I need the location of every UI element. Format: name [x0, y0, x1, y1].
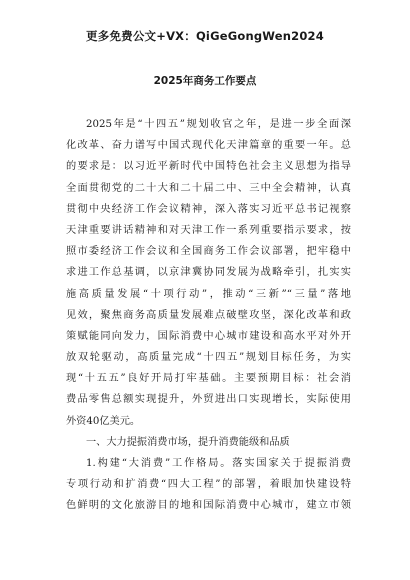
text-line: 化改革、奋力谱写中国式现代化天津篇章的重要一年。总: [66, 140, 351, 152]
page-header-banner: 更多免费公文+VX：QiGeGongWen2024: [86, 29, 324, 43]
text-line: 施高质量发展“十项行动”，推动“三新”“三量”落地: [66, 288, 351, 300]
section-heading: 一、大力提振消费市场，提升消费能级和品质: [86, 436, 290, 448]
paragraph-intro: [66, 114, 351, 432]
text-line: 现“十五五”良好开局打牢基础。主要预期目标：社会消: [66, 373, 351, 385]
text-line: 贯彻中央经济工作会议精神，深入落实习近平总书记视察: [66, 203, 351, 215]
text-line: 外资40亿美元。: [66, 415, 141, 427]
paragraph-item-1: [66, 453, 351, 517]
text-line: 的要求是：以习近平新时代中国特色社会主义思想为指导: [66, 161, 351, 173]
text-line: 1.构建“大消费”工作格局。落实国家关于提振消费: [86, 458, 351, 469]
text-line: 放双轮驱动，高质量完成“十四五”规划目标任务，为实: [66, 352, 351, 364]
document-body: [66, 114, 351, 517]
text-line: 求进工作总基调，以京津冀协同发展为战略牵引，扎实实: [66, 267, 351, 279]
text-line: 全面贯彻党的二十大和二十届二中、三中全会精神，认真: [66, 182, 351, 194]
text-line: 2025年是“十四五”规划收官之年，是进一步全面深: [86, 119, 351, 130]
text-line: 照市委经济工作会议和全国商务工作会议部署，把牢稳中: [66, 246, 351, 258]
text-line: 天津重要讲话精神和对天津工作一系列重要指示要求，按: [66, 224, 351, 236]
text-line: 策赋能同向发力，国际消费中心城市建设和高水平对外开: [66, 330, 351, 342]
text-line: 专项行动和扩消费“四大工程”的部署，着眼加快建设特: [66, 479, 351, 491]
text-line: 色鲜明的文化旅游目的地和国际消费中心城市，建立市领: [66, 500, 351, 512]
text-line: 费品零售总额实现提升，外贸进出口实现增长，实际使用: [66, 394, 351, 406]
text-line: 见效，聚焦商务高质量发展难点破壁攻坚，深化改革和政: [66, 309, 351, 321]
document-title: 2025年商务工作要点: [153, 75, 257, 87]
